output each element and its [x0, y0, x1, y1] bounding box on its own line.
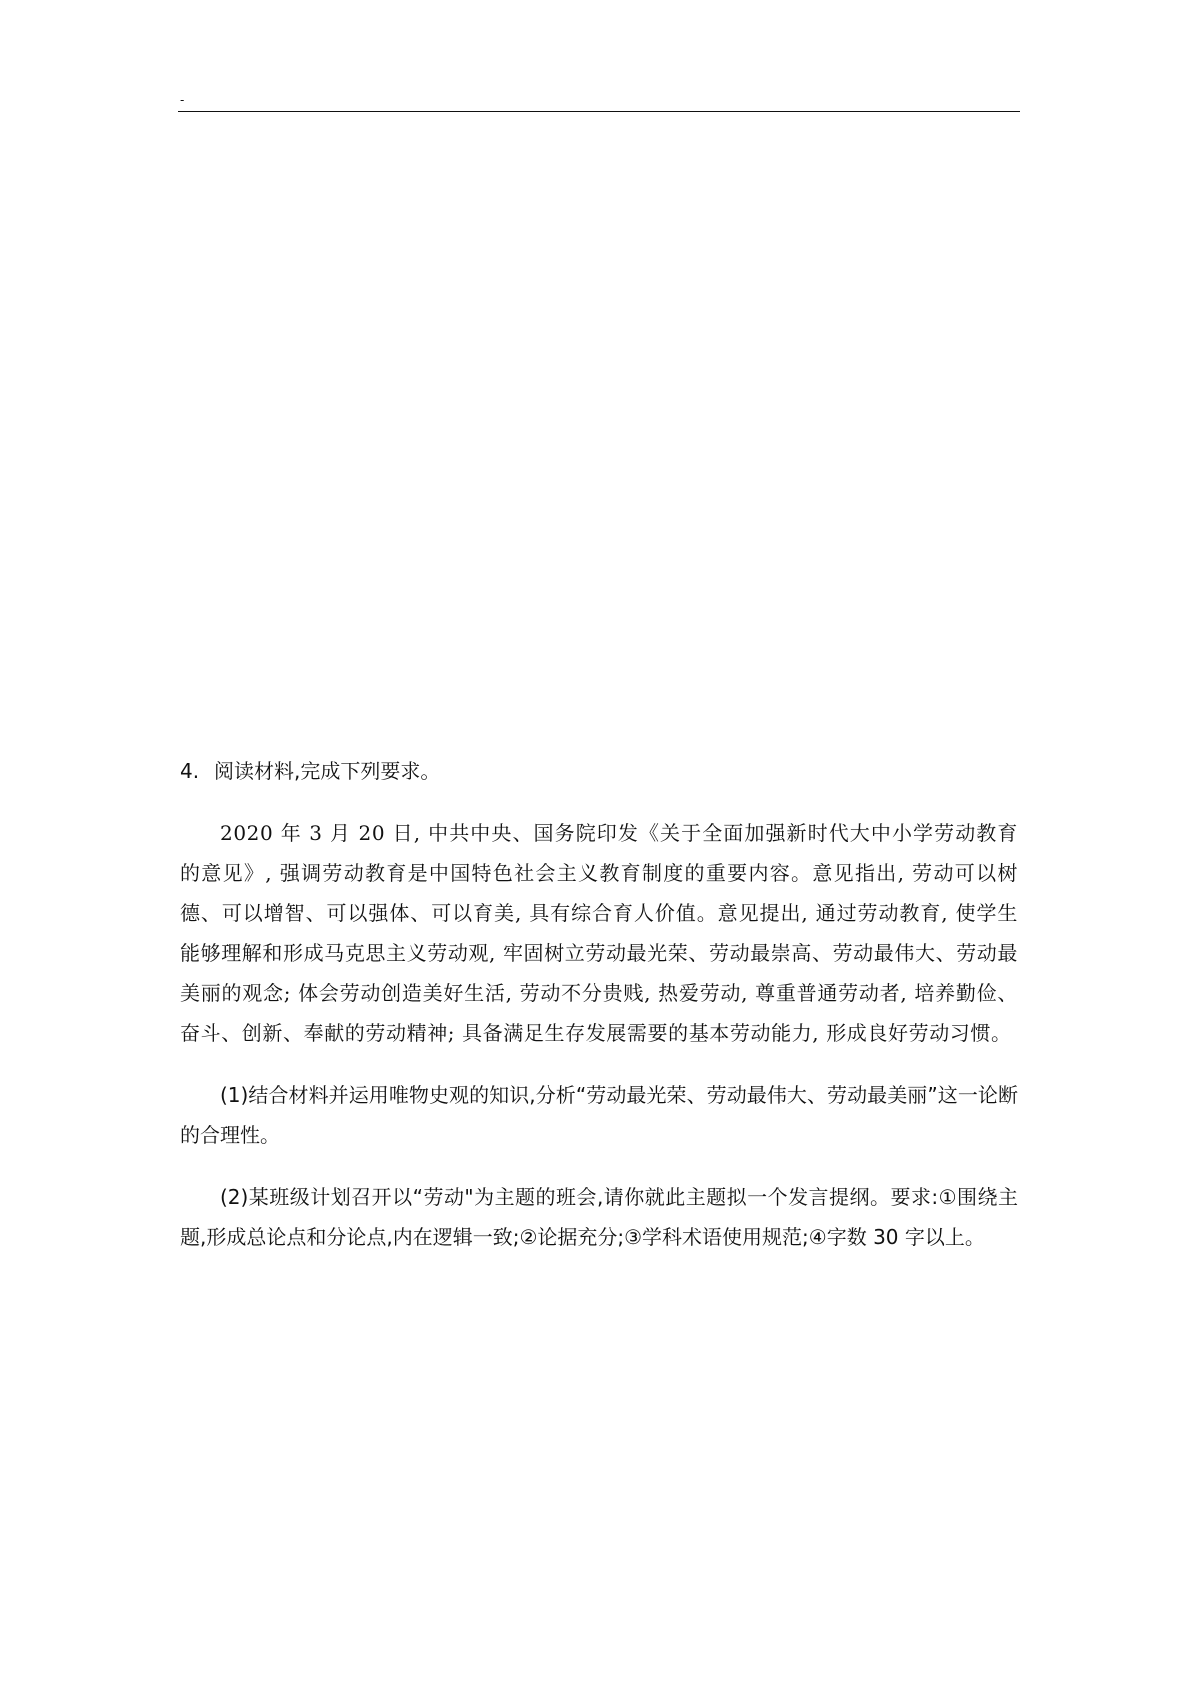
header-mark: -: [180, 93, 185, 107]
question-title: [180, 755, 1018, 787]
material-paragraph: 2020 年 3 月 20 日, 中共中央、国务院印发《关于全面加强新时代大中小学劳动教育的意见》, 强调劳动教育是中国特色社会主义教育制度的重要内容。意见指出, 劳动可以树德、可以增智、可以强体、可以育美, 具有综合育人价值。意见提出, 通过劳动教育, 使学生能够理解和形成马克思主义劳动观, 牢固树立劳动最光荣、劳动最崇高、劳动最伟大、劳动最美丽的观念; 体会劳动创造美好生活, 劳动不分贵贱, 热爱劳动, 尊重普通劳动者, 培养勤俭、奋斗、创新、奉献的劳动精神; 具备满足生存发展需要的基本劳动能力, 形成良好劳动习惯。: [180, 821, 1018, 1045]
header-rule: [178, 111, 1020, 112]
sub-question-1: (1)结合材料并运用唯物史观的知识,分析“劳动最光荣、劳动最伟大、劳动最美丽”这一论断的合理性。: [180, 1083, 1018, 1147]
question-instruction: 阅读材料,完成下列要求。: [214, 759, 441, 783]
question-block: [180, 755, 1018, 1257]
sub-question-2: (2)某班级计划召开以“劳动"为主题的班会,请你就此主题拟一个发言提纲。要求:①围绕主题,形成总论点和分论点,内在逻辑一致;②论据充分;③学科术语使用规范;④字数 30 字以上。: [180, 1185, 1018, 1249]
question-number: 4.: [180, 759, 200, 783]
